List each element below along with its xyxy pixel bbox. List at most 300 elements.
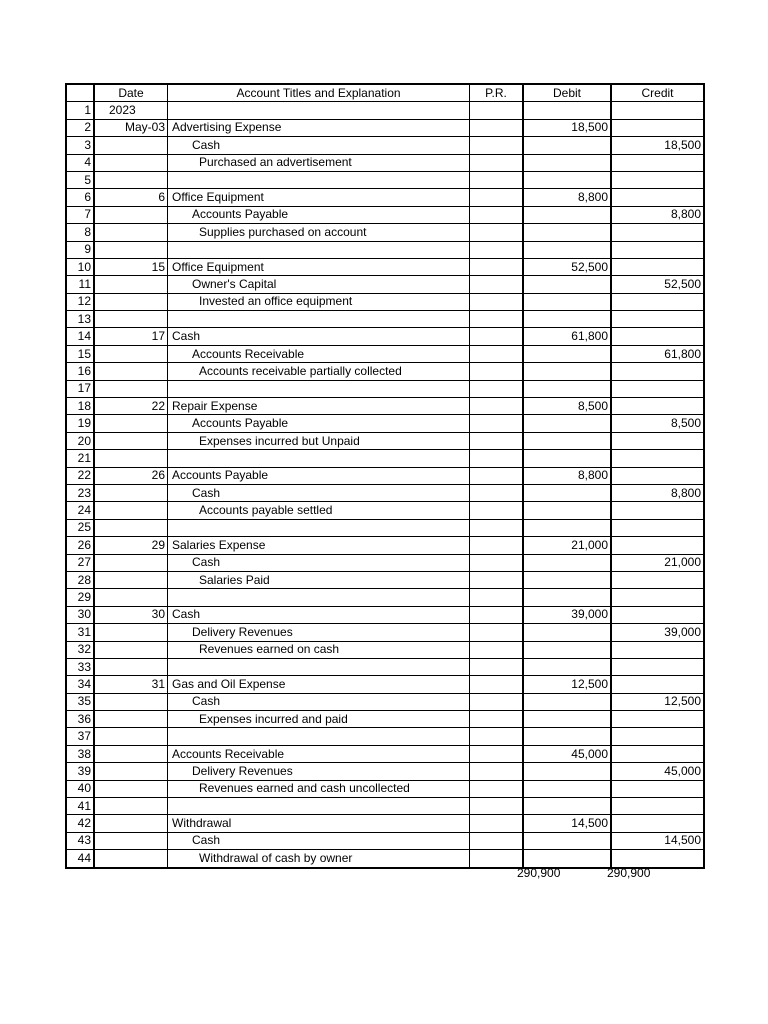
pr-cell xyxy=(470,745,524,762)
date-cell xyxy=(94,641,168,658)
credit-cell xyxy=(611,258,704,275)
date-cell xyxy=(94,345,168,362)
date-cell xyxy=(94,832,168,849)
table-row xyxy=(66,728,704,745)
row-number: 29 xyxy=(66,589,94,606)
row-number: 15 xyxy=(66,345,94,362)
account-header: Account Titles and Explanation xyxy=(168,84,470,102)
credit-cell xyxy=(611,224,704,241)
account-cell: Cash xyxy=(168,832,470,849)
row-number: 18 xyxy=(66,398,94,415)
pr-cell xyxy=(470,415,524,432)
debit-cell: 8,800 xyxy=(523,189,611,206)
account-cell: Accounts receivable partially collected xyxy=(168,363,470,380)
table-row xyxy=(66,258,704,275)
pr-cell xyxy=(470,206,524,223)
row-number: 44 xyxy=(66,850,94,868)
date-cell xyxy=(94,693,168,710)
credit-cell xyxy=(611,711,704,728)
date-cell xyxy=(94,137,168,154)
credit-cell xyxy=(611,241,704,258)
table-row xyxy=(66,380,704,397)
credit-cell xyxy=(611,467,704,484)
pr-cell xyxy=(470,728,524,745)
row-number: 11 xyxy=(66,276,94,293)
credit-cell xyxy=(611,154,704,171)
date-cell: 17 xyxy=(94,328,168,345)
account-cell: Accounts Payable xyxy=(168,467,470,484)
account-cell: Purchased an advertisement xyxy=(168,154,470,171)
row-number: 24 xyxy=(66,502,94,519)
pr-cell xyxy=(470,641,524,658)
pr-cell xyxy=(470,189,524,206)
account-cell: Delivery Revenues xyxy=(168,763,470,780)
debit-cell xyxy=(523,363,611,380)
row-number: 26 xyxy=(66,537,94,554)
credit-cell: 8,800 xyxy=(611,206,704,223)
account-cell: Withdrawal xyxy=(168,815,470,832)
account-cell: Accounts Payable xyxy=(168,206,470,223)
row-number: 21 xyxy=(66,450,94,467)
table-row xyxy=(66,484,704,501)
table-row xyxy=(66,137,704,154)
pr-cell xyxy=(470,554,524,571)
row-number: 37 xyxy=(66,728,94,745)
table-row xyxy=(66,467,704,484)
header-row xyxy=(66,84,704,102)
table-row xyxy=(66,432,704,449)
row-number: 4 xyxy=(66,154,94,171)
account-cell: Salaries Expense xyxy=(168,537,470,554)
date-cell: May-03 xyxy=(94,119,168,136)
credit-cell xyxy=(611,745,704,762)
account-cell: Cash xyxy=(168,328,470,345)
debit-cell xyxy=(523,693,611,710)
pr-cell xyxy=(470,519,524,536)
table-row xyxy=(66,450,704,467)
credit-cell xyxy=(611,606,704,623)
date-cell xyxy=(94,380,168,397)
date-cell xyxy=(94,432,168,449)
credit-cell: 14,500 xyxy=(611,832,704,849)
table-row xyxy=(66,502,704,519)
debit-cell: 39,000 xyxy=(523,606,611,623)
table-row xyxy=(66,571,704,588)
debit-cell xyxy=(523,380,611,397)
debit-cell xyxy=(523,206,611,223)
table-row xyxy=(66,311,704,328)
row-number: 2 xyxy=(66,119,94,136)
debit-cell: 61,800 xyxy=(523,328,611,345)
row-number: 16 xyxy=(66,363,94,380)
table-row xyxy=(66,189,704,206)
pr-cell xyxy=(470,258,524,275)
debit-cell xyxy=(523,484,611,501)
account-cell: Cash xyxy=(168,554,470,571)
date-cell: 30 xyxy=(94,606,168,623)
table-row xyxy=(66,102,704,119)
date-cell xyxy=(94,276,168,293)
account-cell xyxy=(168,658,470,675)
debit-cell xyxy=(523,415,611,432)
debit-cell xyxy=(523,311,611,328)
table-row xyxy=(66,745,704,762)
table-row xyxy=(66,693,704,710)
pr-cell xyxy=(470,432,524,449)
table-row xyxy=(66,641,704,658)
row-number: 30 xyxy=(66,606,94,623)
pr-cell xyxy=(470,241,524,258)
table-row xyxy=(66,780,704,797)
date-cell xyxy=(94,154,168,171)
account-cell: Delivery Revenues xyxy=(168,624,470,641)
date-cell xyxy=(94,415,168,432)
pr-cell xyxy=(470,224,524,241)
table-row xyxy=(66,415,704,432)
account-cell: Expenses incurred and paid xyxy=(168,711,470,728)
pr-cell xyxy=(470,293,524,310)
credit-cell xyxy=(611,363,704,380)
pr-cell xyxy=(470,119,524,136)
table-row xyxy=(66,832,704,849)
table-row xyxy=(66,589,704,606)
account-cell: Withdrawal of cash by owner xyxy=(168,850,470,868)
account-cell: Office Equipment xyxy=(168,258,470,275)
account-cell: Salaries Paid xyxy=(168,571,470,588)
pr-cell xyxy=(470,658,524,675)
pr-cell xyxy=(470,311,524,328)
account-cell xyxy=(168,241,470,258)
debit-cell xyxy=(523,728,611,745)
row-number: 14 xyxy=(66,328,94,345)
table-row xyxy=(66,606,704,623)
debit-cell xyxy=(523,345,611,362)
table-row xyxy=(66,328,704,345)
row-number-header xyxy=(66,84,94,102)
row-number: 1 xyxy=(66,102,94,119)
date-cell xyxy=(94,224,168,241)
table-row xyxy=(66,241,704,258)
debit-cell xyxy=(523,137,611,154)
account-cell: Accounts Payable xyxy=(168,415,470,432)
date-cell xyxy=(94,624,168,641)
date-cell xyxy=(94,171,168,188)
credit-cell xyxy=(611,450,704,467)
row-number: 42 xyxy=(66,815,94,832)
table-row xyxy=(66,206,704,223)
date-cell xyxy=(94,798,168,815)
table-row xyxy=(66,763,704,780)
credit-cell: 21,000 xyxy=(611,554,704,571)
pr-cell xyxy=(470,676,524,693)
date-cell xyxy=(94,745,168,762)
pr-cell xyxy=(470,606,524,623)
pr-cell xyxy=(470,815,524,832)
account-cell xyxy=(168,728,470,745)
row-number: 36 xyxy=(66,711,94,728)
row-number: 3 xyxy=(66,137,94,154)
date-cell xyxy=(94,658,168,675)
debit-cell xyxy=(523,102,611,119)
row-number: 41 xyxy=(66,798,94,815)
credit-cell xyxy=(611,641,704,658)
debit-cell xyxy=(523,798,611,815)
credit-cell: 18,500 xyxy=(611,137,704,154)
journal-table xyxy=(65,83,705,869)
date-cell xyxy=(94,763,168,780)
debit-cell: 21,000 xyxy=(523,537,611,554)
account-cell: Accounts Receivable xyxy=(168,345,470,362)
pr-cell xyxy=(470,798,524,815)
credit-cell xyxy=(611,293,704,310)
debit-cell: 52,500 xyxy=(523,258,611,275)
credit-cell xyxy=(611,432,704,449)
account-cell: Accounts Receivable xyxy=(168,745,470,762)
account-cell: Expenses incurred but Unpaid xyxy=(168,432,470,449)
row-number: 25 xyxy=(66,519,94,536)
account-cell: Invested an office equipment xyxy=(168,293,470,310)
date-cell xyxy=(94,502,168,519)
pr-cell xyxy=(470,450,524,467)
pr-cell xyxy=(470,624,524,641)
credit-cell xyxy=(611,380,704,397)
debit-cell: 18,500 xyxy=(523,119,611,136)
date-cell xyxy=(94,571,168,588)
credit-cell: 45,000 xyxy=(611,763,704,780)
debit-cell xyxy=(523,641,611,658)
pr-cell xyxy=(470,467,524,484)
debit-cell: 8,500 xyxy=(523,398,611,415)
debit-cell xyxy=(523,450,611,467)
date-cell xyxy=(94,293,168,310)
credit-cell xyxy=(611,658,704,675)
debit-cell: 8,800 xyxy=(523,467,611,484)
pr-header: P.R. xyxy=(470,84,524,102)
debit-cell xyxy=(523,519,611,536)
row-number: 5 xyxy=(66,171,94,188)
table-row xyxy=(66,624,704,641)
table-row xyxy=(66,798,704,815)
pr-cell xyxy=(470,537,524,554)
account-cell xyxy=(168,102,470,119)
debit-cell xyxy=(523,154,611,171)
date-cell xyxy=(94,589,168,606)
credit-cell xyxy=(611,502,704,519)
pr-cell xyxy=(470,780,524,797)
date-cell: 15 xyxy=(94,258,168,275)
debit-cell xyxy=(523,780,611,797)
table-row xyxy=(66,519,704,536)
debit-cell xyxy=(523,432,611,449)
debit-cell xyxy=(523,241,611,258)
row-number: 13 xyxy=(66,311,94,328)
table-row xyxy=(66,398,704,415)
account-cell: Supplies purchased on account xyxy=(168,224,470,241)
account-cell xyxy=(168,171,470,188)
credit-cell xyxy=(611,537,704,554)
date-header: Date xyxy=(94,84,168,102)
date-cell: 26 xyxy=(94,467,168,484)
table-row xyxy=(66,711,704,728)
debit-cell xyxy=(523,589,611,606)
account-cell: Revenues earned on cash xyxy=(168,641,470,658)
table-row xyxy=(66,345,704,362)
debit-cell xyxy=(523,224,611,241)
debit-total: 290,900 xyxy=(517,866,561,880)
date-cell xyxy=(94,450,168,467)
table-row xyxy=(66,537,704,554)
row-number: 35 xyxy=(66,693,94,710)
account-cell xyxy=(168,798,470,815)
date-cell: 31 xyxy=(94,676,168,693)
pr-cell xyxy=(470,711,524,728)
account-cell: Owner's Capital xyxy=(168,276,470,293)
table-row xyxy=(66,363,704,380)
row-number: 43 xyxy=(66,832,94,849)
account-cell xyxy=(168,450,470,467)
credit-cell xyxy=(611,589,704,606)
pr-cell xyxy=(470,154,524,171)
table-row xyxy=(66,658,704,675)
date-cell xyxy=(94,241,168,258)
credit-cell: 8,500 xyxy=(611,415,704,432)
credit-cell xyxy=(611,171,704,188)
account-cell: Revenues earned and cash uncollected xyxy=(168,780,470,797)
debit-cell: 14,500 xyxy=(523,815,611,832)
table-row xyxy=(66,276,704,293)
account-cell xyxy=(168,311,470,328)
row-number: 38 xyxy=(66,745,94,762)
account-cell: Office Equipment xyxy=(168,189,470,206)
account-cell xyxy=(168,519,470,536)
table-row xyxy=(66,815,704,832)
pr-cell xyxy=(470,171,524,188)
journal-body xyxy=(66,102,704,868)
date-cell xyxy=(94,363,168,380)
account-cell: Cash xyxy=(168,693,470,710)
totals-row xyxy=(0,865,768,881)
credit-cell xyxy=(611,519,704,536)
debit-cell xyxy=(523,276,611,293)
date-cell xyxy=(94,728,168,745)
debit-cell xyxy=(523,571,611,588)
row-number: 12 xyxy=(66,293,94,310)
row-number: 27 xyxy=(66,554,94,571)
debit-header: Debit xyxy=(523,84,611,102)
row-number: 17 xyxy=(66,380,94,397)
table-row xyxy=(66,171,704,188)
row-number: 6 xyxy=(66,189,94,206)
pr-cell xyxy=(470,137,524,154)
credit-cell: 52,500 xyxy=(611,276,704,293)
account-cell: Cash xyxy=(168,484,470,501)
debit-cell: 45,000 xyxy=(523,745,611,762)
credit-cell xyxy=(611,328,704,345)
pr-cell xyxy=(470,345,524,362)
debit-cell xyxy=(523,658,611,675)
pr-cell xyxy=(470,832,524,849)
row-number: 31 xyxy=(66,624,94,641)
account-cell: Repair Expense xyxy=(168,398,470,415)
debit-cell xyxy=(523,293,611,310)
credit-cell xyxy=(611,728,704,745)
pr-cell xyxy=(470,693,524,710)
debit-cell xyxy=(523,832,611,849)
credit-cell xyxy=(611,815,704,832)
account-cell: Gas and Oil Expense xyxy=(168,676,470,693)
credit-header: Credit xyxy=(611,84,704,102)
date-cell: 2023 xyxy=(94,102,168,119)
row-number: 7 xyxy=(66,206,94,223)
table-row xyxy=(66,224,704,241)
pr-cell xyxy=(470,763,524,780)
credit-cell xyxy=(611,398,704,415)
account-cell: Cash xyxy=(168,137,470,154)
debit-cell: 12,500 xyxy=(523,676,611,693)
row-number: 32 xyxy=(66,641,94,658)
account-cell xyxy=(168,589,470,606)
account-cell xyxy=(168,380,470,397)
date-cell xyxy=(94,554,168,571)
pr-cell xyxy=(470,502,524,519)
table-row xyxy=(66,119,704,136)
row-number: 23 xyxy=(66,484,94,501)
row-number: 34 xyxy=(66,676,94,693)
table-row xyxy=(66,293,704,310)
date-cell xyxy=(94,815,168,832)
credit-cell xyxy=(611,102,704,119)
row-number: 8 xyxy=(66,224,94,241)
credit-cell xyxy=(611,571,704,588)
row-number: 20 xyxy=(66,432,94,449)
date-cell xyxy=(94,206,168,223)
pr-cell xyxy=(470,102,524,119)
debit-cell xyxy=(523,763,611,780)
date-cell: 29 xyxy=(94,537,168,554)
credit-cell xyxy=(611,119,704,136)
debit-cell xyxy=(523,502,611,519)
date-cell xyxy=(94,311,168,328)
pr-cell xyxy=(470,328,524,345)
date-cell: 22 xyxy=(94,398,168,415)
credit-cell xyxy=(611,311,704,328)
pr-cell xyxy=(470,380,524,397)
row-number: 28 xyxy=(66,571,94,588)
date-cell: 6 xyxy=(94,189,168,206)
date-cell xyxy=(94,711,168,728)
credit-cell: 61,800 xyxy=(611,345,704,362)
date-cell xyxy=(94,780,168,797)
credit-cell: 8,800 xyxy=(611,484,704,501)
credit-cell xyxy=(611,676,704,693)
date-cell xyxy=(94,484,168,501)
pr-cell xyxy=(470,363,524,380)
debit-cell xyxy=(523,624,611,641)
row-number: 10 xyxy=(66,258,94,275)
debit-cell xyxy=(523,171,611,188)
pr-cell xyxy=(470,398,524,415)
date-cell xyxy=(94,519,168,536)
credit-cell: 12,500 xyxy=(611,693,704,710)
pr-cell xyxy=(470,589,524,606)
row-number: 39 xyxy=(66,763,94,780)
debit-cell xyxy=(523,711,611,728)
credit-cell xyxy=(611,798,704,815)
row-number: 9 xyxy=(66,241,94,258)
pr-cell xyxy=(470,276,524,293)
credit-cell xyxy=(611,780,704,797)
account-cell: Advertising Expense xyxy=(168,119,470,136)
